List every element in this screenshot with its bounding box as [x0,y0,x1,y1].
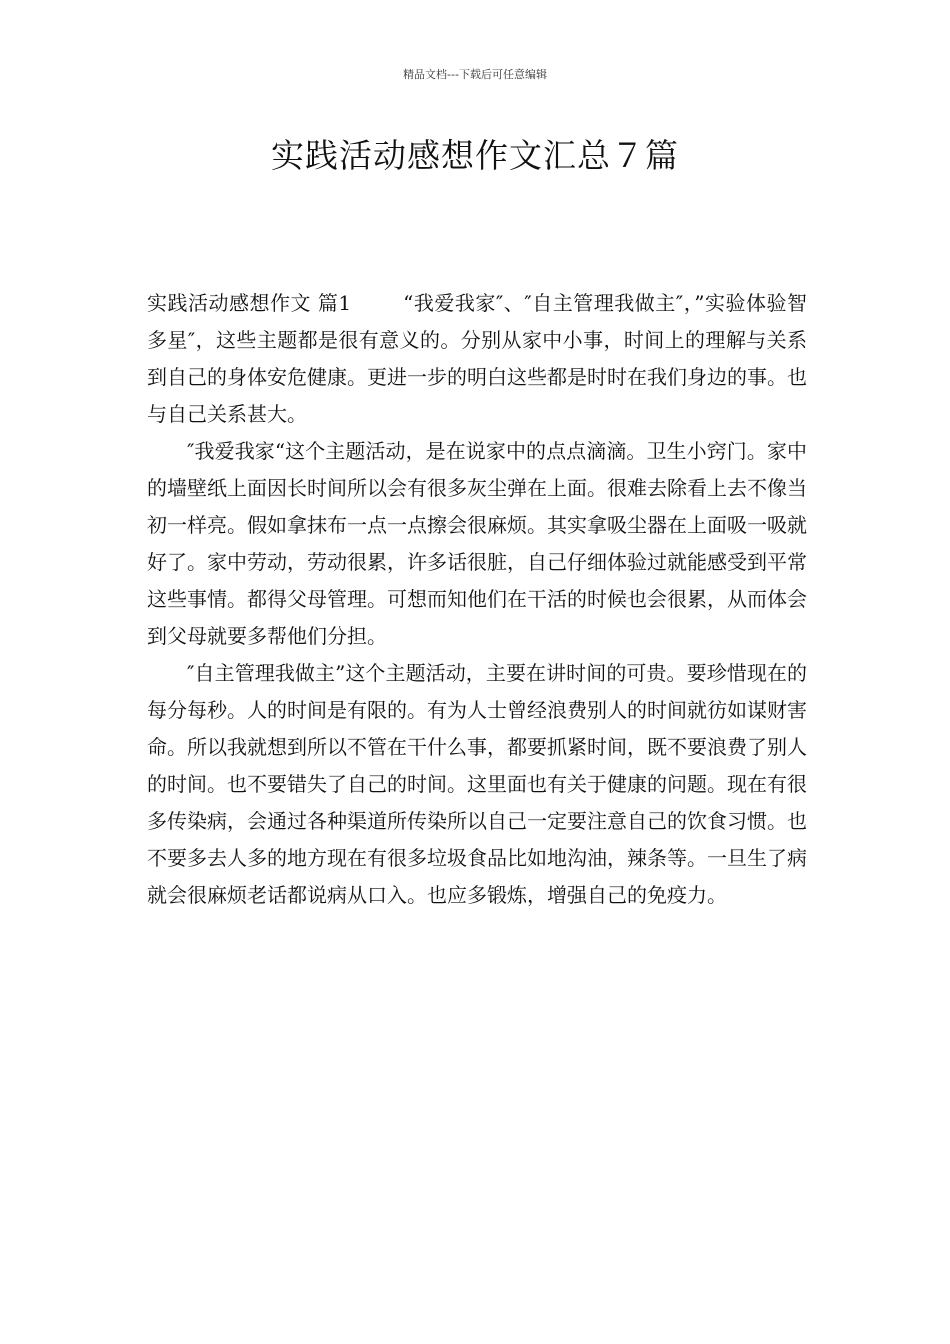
paragraph-1 [147,285,807,433]
paragraph-3: ″自主管理我做主”这个主题活动，主要在讲时间的可贵。要珍惜现在的每分每秒。人的时间是有限的。有为人士曾经浪费别人的时间就彷如谋财害命。所以我就想到所以不管在干什么事，都要抓紧时间，既不要浪费了别人的时间。也不要错失了自己的时间。这里面也有关于健康的问题。现在有很多传染病，会通过各种渠道所传染所以自己一定要注意自己的饮食习惯。也不要多去人多的地方现在有很多垃圾食品比如地沟油，辣条等。一旦生了病就会很麻烦老话都说病从口入。也应多锻炼，增强自己的免疫力。 [147,661,807,907]
header-note: 精品文档---下载后可任意编辑 [403,68,547,81]
document-title: 实践活动感想作文汇总７篇 [271,136,679,175]
paragraph-1-text: “我爱我家″、″自主管理我做主″，”实验体验智多星″，这些主题都是很有意义的。分别从家中小事，时间上的理解与关系到自己的身体安危健康。更进一步的明白这些都是时时在我们身边的事。也与自己关系甚大。 [147,291,807,426]
paragraph-2: ″我爱我家“这个主题活动，是在说家中的点点滴滴。卫生小窍门。家中的墙壁纸上面因长时间所以会有很多灰尘弹在上面。很难去除看上去不像当初一样亮。假如拿抹布一点一点擦会很麻烦。其实拿吸尘器在上面吸一吸就好了。家中劳动，劳动很累，许多话很脏，自己仔细体验过就能感受到平常这些事情。都得父母管理。可想而知他们在干活的时候也会很累，从而体会到父母就要多帮他们分担。 [147,439,807,648]
section-label: 实践活动感想作文 篇1 [147,291,352,315]
document-body [147,285,807,914]
